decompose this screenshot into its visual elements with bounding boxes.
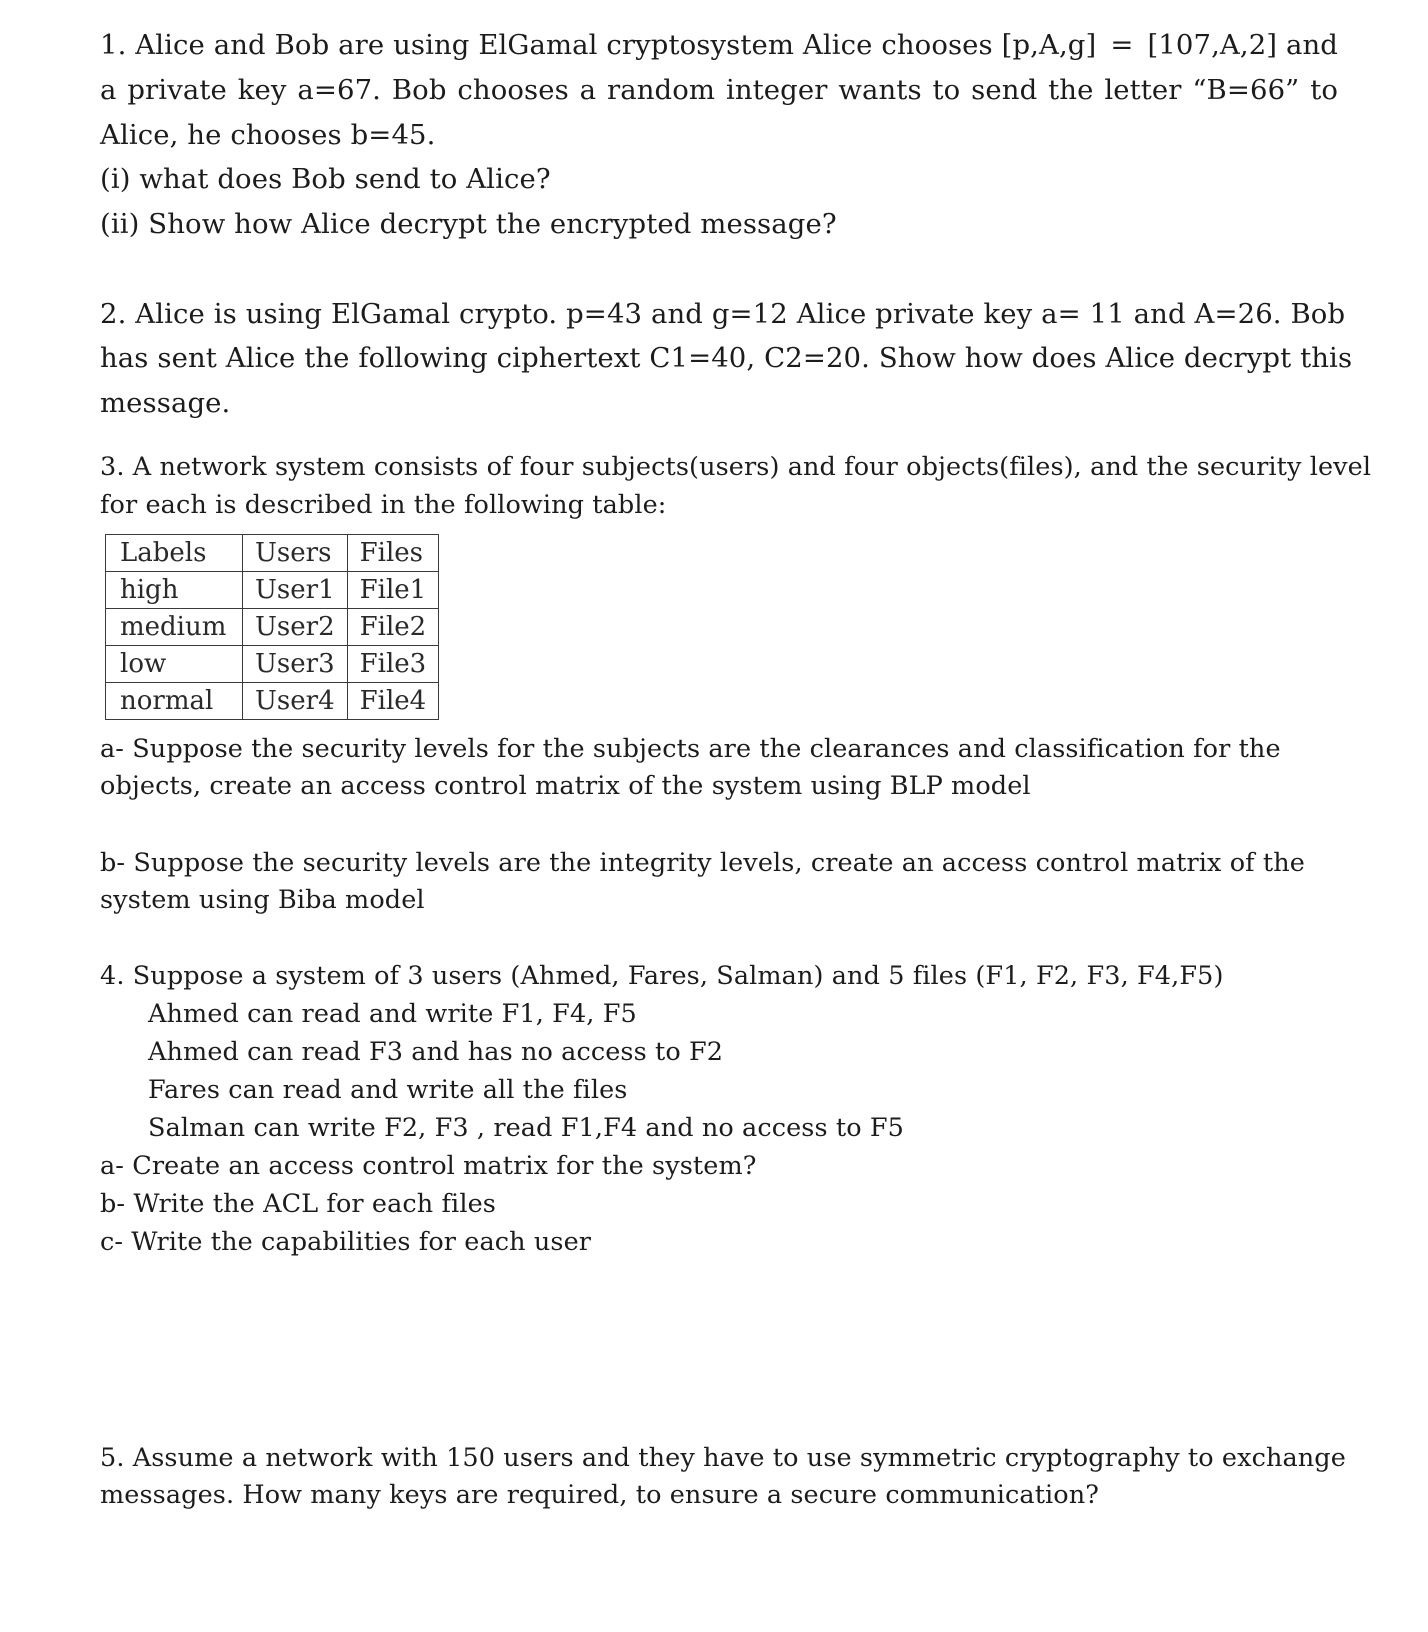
- q4-rule: Fares can read and write all the files: [148, 1075, 628, 1105]
- table-cell-file: File1: [347, 572, 439, 609]
- table-cell-label: medium: [106, 609, 243, 646]
- q1-part-i: (i) what does Bob send to Alice?: [100, 163, 551, 195]
- q2-line-1: 2. Alice is using ElGamal crypto. p=43 and g=12 Alice private key a= 11 and A=26. Bob: [100, 298, 1346, 330]
- table-cell-user: User3: [243, 646, 348, 683]
- q1-line-2: a private key a=67. Bob chooses a random integer wants to send the letter “B=66” to: [100, 74, 1338, 106]
- q1-line-1-end: [107,A,2] and: [1147, 29, 1338, 61]
- q1-line-1-text: 1. Alice and Bob are using ElGamal cryptosystem Alice chooses [p,A,g]: [100, 29, 1097, 61]
- table-cell-file: File3: [347, 646, 439, 683]
- table-header-cell: Labels: [106, 535, 243, 572]
- q3-part-b-line-1: b- Suppose the security levels are the integrity levels, create an access control matrix of the: [100, 848, 1305, 878]
- q3-part-a-line-2: objects, create an access control matrix of the system using BLP model: [100, 771, 1031, 801]
- q1-line-1: [100, 27, 1338, 63]
- q1-part-ii: (ii) Show how Alice decrypt the encrypted message?: [100, 208, 837, 240]
- q4-line-1: 4. Suppose a system of 3 users (Ahmed, Fares, Salman) and 5 files (F1, F2, F3, F4,F5): [100, 961, 1224, 991]
- table-row: [106, 572, 439, 609]
- table-cell-user: User1: [243, 572, 348, 609]
- table-cell-label: normal: [106, 683, 243, 720]
- q3-part-a-line-1: a- Suppose the security levels for the subjects are the clearances and classification for the: [100, 734, 1281, 764]
- table-cell-user: User4: [243, 683, 348, 720]
- table-cell-file: File4: [347, 683, 439, 720]
- security-levels-table: [105, 534, 439, 720]
- table-header-cell: Users: [243, 535, 348, 572]
- q3-part-b-line-2: system using Biba model: [100, 885, 425, 915]
- q1-line-3: Alice, he chooses b=45.: [100, 119, 436, 151]
- q5-line-2: messages. How many keys are required, to ensure a secure communication?: [100, 1480, 1100, 1510]
- q4-rule: Salman can write F2, F3 , read F1,F4 and no access to F5: [148, 1113, 904, 1143]
- table-row: [106, 609, 439, 646]
- q4-part-c: c- Write the capabilities for each user: [100, 1227, 592, 1257]
- table-header-row: [106, 535, 439, 572]
- table-cell-user: User2: [243, 609, 348, 646]
- q2-line-2: has sent Alice the following ciphertext C1=40, C2=20. Show how does Alice decrypt this: [100, 342, 1353, 374]
- q4-rule: Ahmed can read F3 and has no access to F2: [148, 1037, 724, 1067]
- table-row: [106, 683, 439, 720]
- q4-rule: Ahmed can read and write F1, F4, F5: [148, 999, 637, 1029]
- q4-part-b: b- Write the ACL for each files: [100, 1189, 496, 1219]
- table-cell-label: high: [106, 572, 243, 609]
- q5-line-1: 5. Assume a network with 150 users and they have to use symmetric cryptography to exchange: [100, 1443, 1346, 1473]
- table-header-cell: Files: [347, 535, 439, 572]
- q2-line-3: message.: [100, 387, 231, 419]
- q4-part-a: a- Create an access control matrix for the system?: [100, 1151, 757, 1181]
- q1-line-1-equals: =: [1110, 29, 1134, 61]
- table-cell-label: low: [106, 646, 243, 683]
- table-cell-file: File2: [347, 609, 439, 646]
- q3-line-2: for each is described in the following table:: [100, 490, 667, 520]
- table-row: [106, 646, 439, 683]
- q3-line-1: 3. A network system consists of four subjects(users) and four objects(files), and the security level: [100, 452, 1372, 482]
